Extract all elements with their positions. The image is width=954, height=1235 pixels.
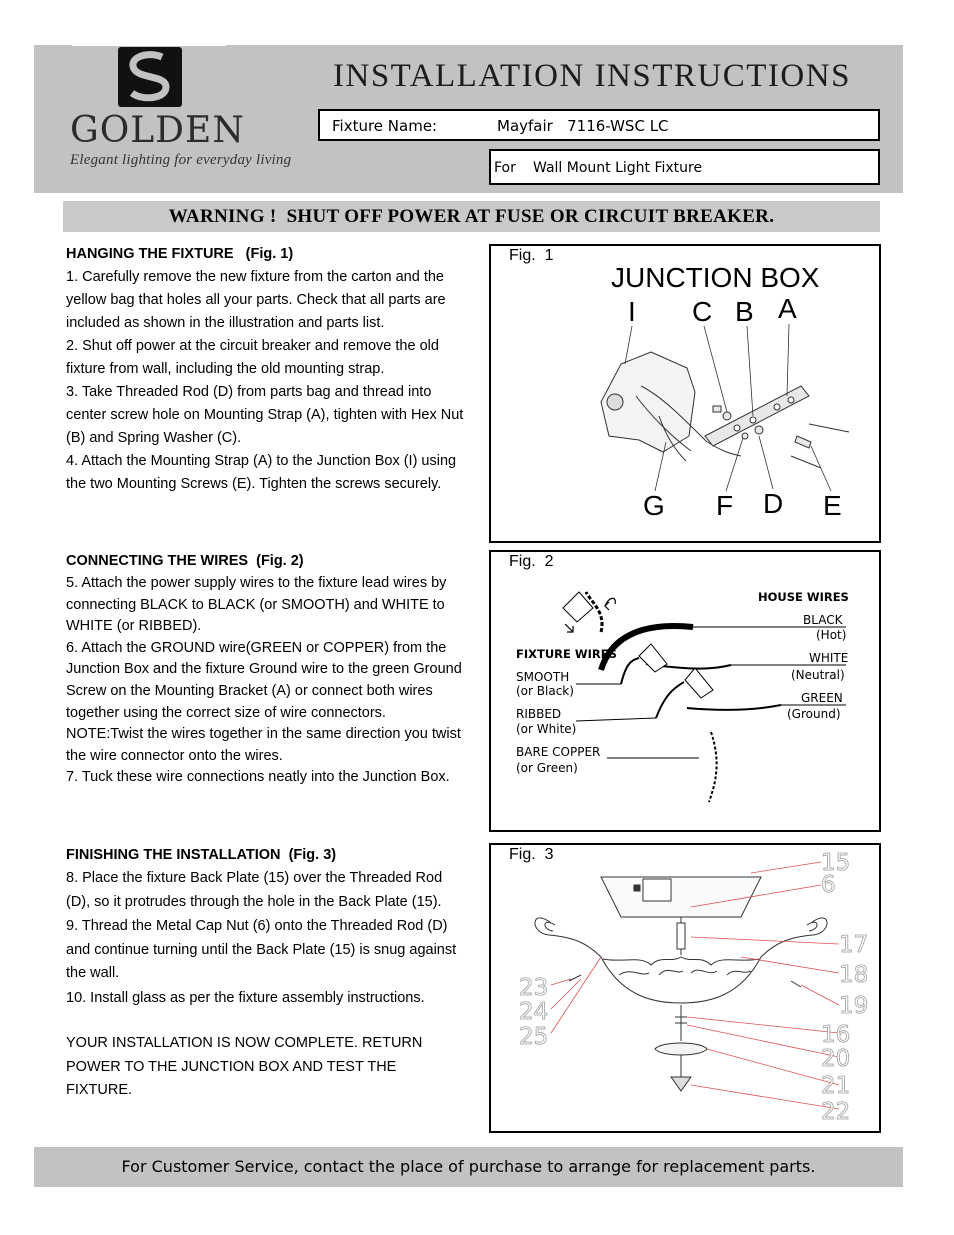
label-c: C: [692, 296, 713, 327]
house-wires-label: HOUSE WIRES: [758, 590, 849, 604]
step-8: 8. Place the fixture Back Plate (15) over the Threaded Rod (D), so it protrudes through the hole in the Back Plate (15).: [66, 870, 443, 910]
part-number-21: 21: [821, 1073, 851, 1099]
fig2-label: Fig. 2: [509, 553, 554, 570]
figure-3-fixture: [489, 843, 881, 1133]
label-b: B: [735, 296, 754, 327]
figure-2-wiring: [489, 550, 881, 832]
completion-note: YOUR INSTALLATION IS NOW COMPLETE. RETURN POWER TO THE JUNCTION BOX AND TEST THE FIXTURE.: [66, 1035, 423, 1098]
fig1-title: JUNCTION BOX: [611, 262, 820, 293]
step-6: 6. Attach the GROUND wire(GREEN or COPPER) from the Junction Box and the fixture Ground wire to the green Ground Screw on the Mounting Bracket (A) or connect both wires together using the correct size of wire connectors.: [66, 639, 462, 721]
step-5: 5. Attach the power supply wires to the fixture lead wires by connecting BLACK to BLACK (or SMOOTH) and WHITE to WHITE (or RIBBED).: [66, 575, 447, 635]
part-number-16: 16: [821, 1022, 851, 1048]
step-1: 1. Carefully remove the new fixture from the carton and the yellow bag that holes all your parts. Check that all parts are included as shown in the illustration and parts list.: [66, 269, 446, 331]
white-label: WHITE: [809, 651, 849, 665]
fixture-wires-label: FIXTURE WIRES: [516, 647, 617, 661]
bare-copper-label: BARE COPPER: [516, 745, 601, 759]
fixture-name-box: [318, 109, 880, 141]
step-9: 9. Thread the Metal Cap Nut (6) onto the Threaded Rod (D) and continue turning until the Back Plate (15) is snug against the wall.: [66, 918, 457, 981]
fig1-label: Fig. 1: [509, 247, 554, 264]
figure-1-junction-box: [489, 244, 881, 543]
label-i: I: [628, 296, 636, 327]
part-number-6: 6: [821, 872, 836, 898]
wiring-diagram: [491, 552, 881, 832]
label-f: F: [716, 490, 734, 521]
label-g: G: [643, 490, 665, 521]
part-number-22: 22: [821, 1099, 851, 1125]
section-heading: FINISHING THE INSTALLATION (Fig. 3): [66, 847, 337, 863]
wire-connector-icon: [563, 592, 713, 698]
section-wires: [66, 551, 466, 789]
fixture-type-label: For: [494, 160, 516, 176]
ground-label: (Ground): [787, 707, 841, 721]
part-number-25: 25: [519, 1024, 549, 1050]
fixture-name-value: Mayfair 7116-WSC LC: [497, 117, 669, 135]
fixture-drawing: [535, 877, 827, 1091]
black-label: BLACK: [803, 613, 843, 627]
golden-logo-icon: [118, 47, 182, 107]
section-heading: CONNECTING THE WIRES (Fig. 2): [66, 553, 304, 569]
fig3-label: Fig. 3: [509, 846, 554, 863]
logo-name: GOLDEN: [70, 110, 245, 151]
footer-banner: For Customer Service, contact the place of purchase to arrange for replacement parts.: [34, 1147, 903, 1187]
section-hanging: [66, 244, 466, 496]
neutral-label: (Neutral): [791, 668, 845, 682]
part-number-24: 24: [519, 999, 549, 1025]
note: NOTE:Twist the wires together in the same direction you twist the wire connector onto the wires.: [66, 726, 461, 764]
part-number-18: 18: [839, 962, 869, 988]
part-number-15: 15: [821, 850, 851, 876]
label-d: D: [763, 488, 784, 519]
ribbed-label: RIBBED: [516, 707, 562, 721]
fixture-name-label: Fixture Name:: [332, 117, 438, 135]
step-2: 2. Shut off power at the circuit breaker and remove the old fixture from wall, including the old mounting strap.: [66, 338, 439, 377]
logo-tagline: Elegant lighting for everyday living: [70, 152, 292, 168]
mounting-strap-drawing: [705, 386, 849, 468]
section-heading: HANGING THE FIXTURE (Fig. 1): [66, 246, 294, 262]
or-white-label: (or White): [516, 722, 577, 736]
fixture-type-box: [489, 149, 880, 185]
logo-top-rule: [72, 43, 226, 46]
part-number-20: 20: [821, 1046, 851, 1072]
junction-box-diagram: [491, 246, 881, 543]
part-number-17: 17: [839, 932, 869, 958]
warning-banner: WARNING ! SHUT OFF POWER AT FUSE OR CIRCUIT BREAKER.: [63, 201, 880, 232]
wires-drawing: [586, 592, 781, 802]
step-4: 4. Attach the Mounting Strap (A) to the Junction Box (I) using the two Mounting Screws (E). Tighten the screws securely.: [66, 453, 457, 492]
or-black-label: (or Black): [516, 684, 574, 698]
fixture-diagram: [491, 845, 881, 1133]
or-green-label: (or Green): [516, 761, 578, 775]
hot-label: (Hot): [816, 628, 847, 642]
step-7: 7. Tuck these wire connections neatly into the Junction Box.: [66, 769, 450, 786]
page-title: INSTALLATION INSTRUCTIONS: [333, 58, 851, 94]
fixture-type-value: Wall Mount Light Fixture: [533, 160, 703, 176]
step-3: 3. Take Threaded Rod (D) from parts bag and thread into center screw hole on Mounting Strap (A), tighten with Hex Nut (B) and Spring Washer (C).: [66, 384, 464, 446]
green-label: GREEN: [801, 691, 843, 705]
smooth-label: SMOOTH: [516, 670, 570, 684]
section-finishing: [66, 845, 466, 1104]
part-number-19: 19: [839, 993, 869, 1019]
part-number-23: 23: [519, 975, 549, 1001]
label-a: A: [778, 293, 797, 324]
step-10: 10. Install glass as per the fixture assembly instructions.: [66, 989, 425, 1006]
label-e: E: [823, 490, 842, 521]
